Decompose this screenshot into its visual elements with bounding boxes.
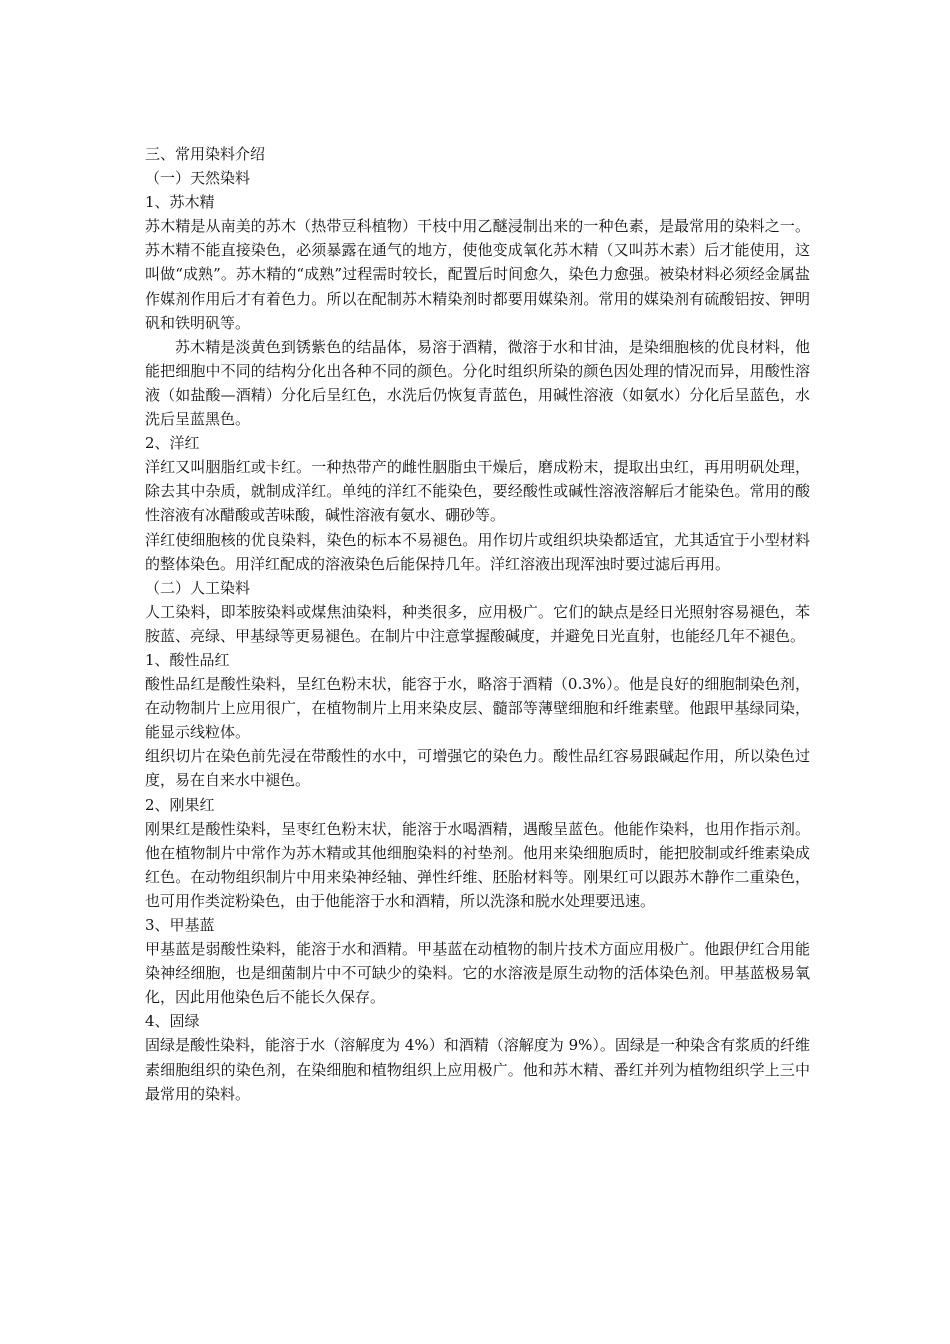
acid-fuchsin-heading: 1、酸性品红 [145, 650, 230, 669]
congo-red-heading: 2、刚果红 [145, 795, 215, 814]
acid-fuchsin-paragraph-1: 酸性品红是酸性染料，呈红色粉末状，能容于水，略溶于酒精（0.3%）。他是良好的细胞制染色剂，在动物制片上应用很广，在植物制片上用来染皮层、髓部等薄壁细胞和纤维素壁。他跟甲基绿同染，能显示线粒体。 [145, 675, 810, 742]
methyl-blue-heading: 3、甲基蓝 [145, 916, 215, 934]
artificial-dyes-heading: （二）人工染料 [145, 578, 251, 597]
hematoxylin-paragraph-1: 苏木精是从南美的苏木（热带豆科植物）干枝中用乙醚浸制出来的一种色素，是最常用的染料之一。苏木精不能直接染色，必须暴露在通气的地方，使他变成氧化苏木精（又叫苏木素）后才能使用，这叫做“成熟”。苏木精的“成熟”过程需时较长，配置后时间愈久，染色力愈强。被染材料必须经金属盐作媒剂作用后才有着色力。所以在配制苏木精染剂时都要用媒染剂。常用的媒染剂有硫酸铝按、钾明矾和铁明矾等。 [145, 217, 810, 332]
fast-green-paragraph: 固绿是酸性染料，能溶于水（溶解度为 4%）和酒精（溶解度为 9%）。固绿是一种染含有浆质的纤维素细胞组织的染色剂，在染细胞和植物组织上应用极广。他和苏木精、番红并列为植物组织学上三中最常用的染料。 [145, 1036, 810, 1103]
hematoxylin-paragraph-2: 苏木精是淡黄色到锈紫色的结晶体，易溶于酒精，微溶于水和甘油，是染细胞核的优良材料，他能把细胞中不同的结构分化出各种不同的颜色。分化时组织所染的颜色因处理的情况而异，用酸性溶液（如盐酸—酒精）分化后呈红色，水洗后仍恢复青蓝色，用碱性溶液（如氨水）分化后呈蓝色，水洗后呈蓝黑色。 [145, 337, 810, 429]
hematoxylin-heading: 1、苏木精 [145, 193, 215, 212]
methyl-blue-paragraph: 甲基蓝是弱酸性染料，能溶于水和酒精。甲基蓝在动植物的制片技术方面应用极广。他跟伊红合用能染神经细胞，也是细菌制片中不可缺少的染料。它的水溶液是原生动物的活体染色剂。甲基蓝极易氧化，因此用他染色后不能长久保存。 [145, 940, 810, 1007]
congo-red-paragraph: 刚果红是酸性染料，呈枣红色粉末状，能溶于水喝酒精，遇酸呈蓝色。他能作染料，也用作指示剂。他在植物制片中常作为苏木精或其他细胞染料的衬垫剂。他用来染细胞质时，能把胶制或纤维素染成红色。在动物组织制片中用来染神经轴、弹性纤维、胚胎材料等。刚果红可以跟苏木静作二重染色，也可用作类淀粉染色，由于他能溶于水和酒精，所以洗涤和脱水处理要迅速。 [145, 819, 810, 910]
acid-fuchsin-paragraph-2: 组织切片在染色前先浸在带酸性的水中，可增强它的染色力。酸性品红容易跟碱起作用，所以染色过度，易在自来水中褪色。 [145, 747, 810, 790]
artificial-dyes-intro: 人工染料，即苯胺染料或煤焦油染料，种类很多，应用极广。它们的缺点是经日光照射容易褪色，苯胺蓝、亮绿、甲基绿等更易褪色。在制片中注意掌握酸碱度，并避免日光直射，也能经几年不褪色。 [145, 602, 810, 645]
carmine-paragraph-1: 洋红又叫胭脂红或卡红。一种热带产的雌性胭脂虫干燥后，磨成粉末，提取出虫红，再用明矾处理，除去其中杂质，就制成洋红。单纯的洋红不能染色，要经酸性或碱性溶液溶解后才能染色。常用的酸性溶液有冰醋酸或苦味酸，碱性溶液有氨水、硼砂等。 [145, 458, 810, 525]
natural-dyes-heading: （一）天然染料 [145, 169, 251, 188]
fast-green-heading: 4、固绿 [145, 1012, 200, 1031]
carmine-paragraph-2: 洋红使细胞核的优良染料，染色的标本不易褪色。用作切片或组织块染都适宜，尤其适宜于小型材料的整体染色。用洋红配成的溶液染色后能保持几年。洋红溶液出现浑浊时要过滤后再用。 [145, 530, 810, 573]
document-page [145, 142, 810, 1106]
section-title: 三、常用染料介绍 [145, 145, 266, 163]
carmine-heading: 2、洋红 [145, 434, 200, 453]
